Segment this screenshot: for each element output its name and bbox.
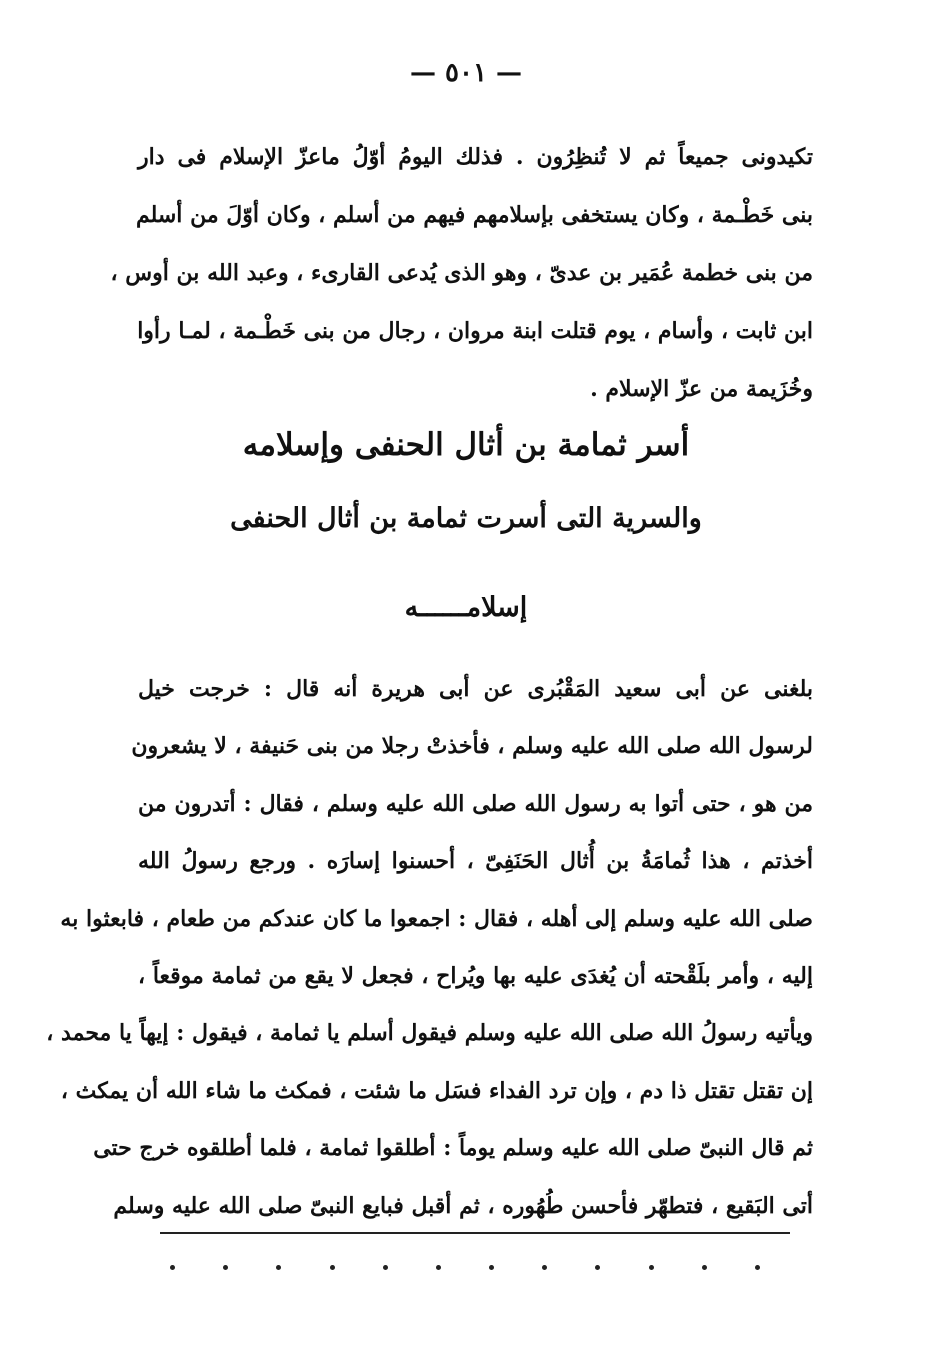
text-line: بلغنى عن أبى سعيد المَقْبُرى عن أبى هريرة أنه قال : خرجت خيل (138, 676, 813, 702)
text-line: إليه ، وأمر بلَقْحته أن يُغدَى عليه بها ويُراح ، فجعل لا يقع من ثمامة موقعاً ، (138, 962, 813, 989)
text-line: ثم قال النبىّ صلى الله عليه وسلم يوماً : أطلقوا ثمامة ، فلما أطلقوه خرج حتى (93, 1135, 813, 1162)
text-line: من بنى خطمة عُمَير بن عدىّ ، وهو الذى يُدعى القارىء ، وعبد الله بن أوس ، (110, 260, 813, 286)
footer-dot (649, 1265, 654, 1270)
footer-dot (436, 1265, 441, 1270)
text-line: أخذتم ، هذا ثُمامَةُ بن أُثال الحَنَفِىّ ، أحسنوا إسارَه . ورجع رسولُ الله (138, 848, 813, 875)
text-line: لرسول الله صلى الله عليه وسلم ، فأخذتْ رجلا من بنى حَنيفة ، لا يشعرون (131, 733, 813, 760)
footer-dot (542, 1265, 547, 1270)
footer-dot-row (170, 1252, 760, 1282)
text-line: إن تقتل تقتل ذا دم ، وإن ترد الفداء فسَل ما شئت ، فمكث ما شاء الله أن يمكث ، (60, 1077, 813, 1104)
text-line: وخُزَيمة من عزّ الإسلام . (590, 376, 813, 402)
footnote-divider (160, 1232, 790, 1234)
page-number: — ٥٠١ — (409, 58, 523, 88)
footer-dot (702, 1265, 707, 1270)
text-line: بنى خَطْـمة ، وكان يستخفى بإسلامهم فيهم من أسلم ، وكان أوّلَ من أسلم (135, 202, 813, 228)
text-line: تكيدونى جميعاً ثم لا تُنظِرُون . فذلك اليومُ أوّلُ ماعزّ الإسلام فى دار (138, 144, 813, 170)
section-heading: أسر ثمامة بن أثال الحنفى وإسلامه (242, 427, 690, 463)
top-paragraph (110, 128, 813, 418)
section-subheading: والسرية التى أسرت ثمامة بن أثال الحنفى (230, 503, 702, 534)
footer-dot (330, 1265, 335, 1270)
footer-dot (170, 1265, 175, 1270)
text-line: ويأتيه رسولُ الله صلى الله عليه وسلم فيقول أسلم يا ثمامة ، فيقول : إيهاً يا محمد ، (46, 1020, 813, 1047)
text-line: صلى الله عليه وسلم إلى أهله ، فقال : اجمعوا ما كان عندكم من طعام ، فابعثوا به (60, 905, 813, 932)
footer-dot (383, 1265, 388, 1270)
text-line: ابن ثابت ، وأسام ، يوم قتلت ابنة مروان ، رجال من بنى خَطْـمة ، لمـا رأوا (137, 318, 813, 344)
footer-dot (595, 1265, 600, 1270)
footer-dot (223, 1265, 228, 1270)
main-paragraph (46, 661, 813, 1235)
text-line: من هو ، حتى أتوا به رسول الله صلى الله عليه وسلم ، فقال : أتدرون من (138, 790, 813, 817)
subsection-heading: إسلامــــــه (404, 592, 528, 623)
footer-dot (755, 1265, 760, 1270)
text-line: أتى البَقيع ، فتطهّر فأحسن طُهُوره ، ثم أقبل فبايع النبىّ صلى الله عليه وسلم (113, 1192, 813, 1219)
footer-dot (276, 1265, 281, 1270)
footer-dot (489, 1265, 494, 1270)
